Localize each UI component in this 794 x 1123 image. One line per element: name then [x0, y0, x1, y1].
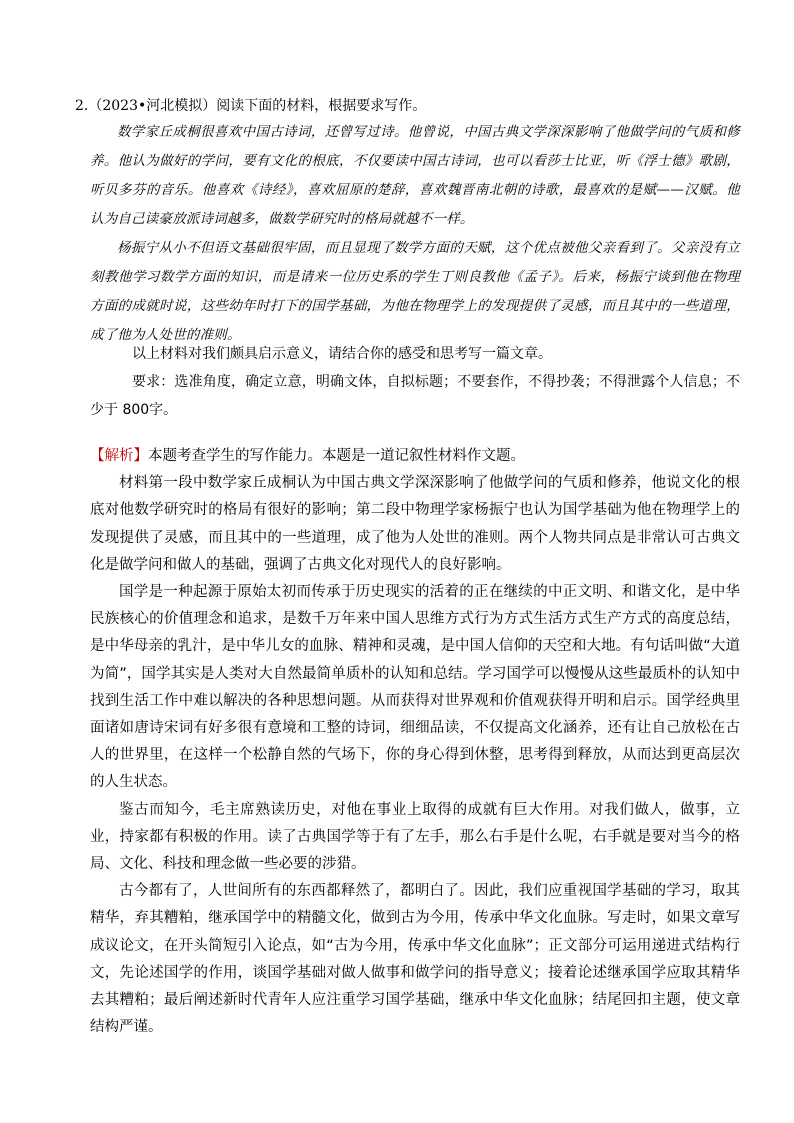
question-number-source: 2.（2023•河北模拟） — [75, 98, 217, 114]
analysis-paragraph-4: 鉴古而知今，毛主席熟读历史，对他在事业上取得的成就有巨大作用。对我们做人，做事，立业，持家都有积极的作用。读了古典国学等于有了左手，那么右手是什么呢，右手就是要对当今的格局、文化、科技和理念做一些必要的涉猎。 — [90, 801, 740, 873]
question-prompt: 阅读下面的材料，根据要求写作。 — [216, 98, 427, 114]
writing-task — [90, 340, 740, 424]
analysis-section — [90, 443, 740, 1041]
question-heading — [75, 96, 735, 116]
analysis-intro-text: 本题考查学生的写作能力。本题是一道记叙性材料作文题。 — [148, 448, 525, 464]
analysis-paragraph-2: 材料第一段中数学家丘成桐认为中国古典文学深深影响了他做学问的气质和修养，他说文化的根底对他数学研究时的格局有很好的影响；第二段中物理学家杨振宁也认为国学基础为他在物理学上的发现提供了灵感，而且其中的一些道理，成了他为人处世的准则。两个人物共同点是非常认可古典文化是做学问和做人的基础，强调了古典文化对现代人的良好影响。 — [90, 475, 740, 573]
material-paragraph-1: 数学家丘成桐很喜欢中国古诗词，还曾写过诗。他曾说，中国古典文学深深影响了他做学问的气质和修养。他认为做好的学问，要有文化的根底，不仅要读中国古诗词，也可以看莎士比亚，听《浮士德》歌剧，听贝多芬的音乐。他喜欢《诗经》，喜欢屈原的楚辞，喜欢魏晋南北朝的诗歌，最喜欢的是赋——汉赋。他认为自己读豪放派诗词越多，做数学研究时的格局就越不一样。 — [90, 124, 740, 227]
analysis-tag: 【解析】 — [90, 448, 148, 464]
analysis-paragraph-5: 古今都有了，人世间所有的东西都释然了，都明白了。因此，我们应重视国学基础的学习，取其精华，弃其糟粕，继承国学中的精髓文化，做到古为今用，传承中华文化血脉。写走时，如果文章写成议论文，在开头简短引入论点，如“古为今用，传承中华文化血脉”；正文部分可运用递进式结构行文，先论述国学的作用，谈国学基础对做人做事和做学问的指导意义；接着论述继承国学应取其精华去其糟粕；最后阐述新时代青年人应注重学习国学基础，继承中华文化血脉；结尾回扣主题，使文章结构严谨。 — [90, 883, 740, 1036]
material-paragraph-2: 杨振宁从小不但语文基础很牢固，而且显现了数学方面的天赋，这个优点被他父亲看到了。父亲没有立刻教他学习数学方面的知识，而是请来一位历史系的学生丁则良教他《孟子》。后来，杨振宁谈到他在物理方面的成就时说，这些幼年时打下的国学基础，为他在物理学上的发现提供了灵感，而且其中的一些道理，成了他为人处世的准则。 — [90, 240, 740, 343]
task-requirements: 要求：选准角度，确定立意，明确文体，自拟标题；不要套作，不得抄袭；不得泄露个人信息；不少于 800字。 — [90, 374, 740, 418]
analysis-paragraph-1 — [90, 443, 740, 470]
analysis-paragraph-3: 国学是一种起源于原始太初而传承于历史现实的活着的正在继续的中正文明、和谐文化，是中华民族核心的价值理念和追求，是数千万年来中国人思维方式行为方式生活方式生产方式的高度总结，是中华母亲的乳汁，是中华儿女的血脉、精神和灵魂，是中国人信仰的天空和大地。有句话叫做“大道为简”，国学其实是人类对大自然最简单质朴的认知和总结。学习国学可以慢慢从这些最质朴的认知中找到生活工作中难以解决的各种思想问题。从而获得对世界观和价值观获得开明和启示。国学经典里面诸如唐诗宋词有好多很有意境和工整的诗词，细细品读，不仅提高文化涵养，还有让自己放松在古人的世界里，在这样一个松静自然的气场下，你的身心得到休整，思考得到释放，从而达到更高层次的人生状态。 — [90, 584, 740, 791]
task-instruction: 以上材料对我们颇具启示意义，请结合你的感受和思考写一篇文章。 — [132, 346, 552, 362]
material-passage — [90, 118, 740, 350]
